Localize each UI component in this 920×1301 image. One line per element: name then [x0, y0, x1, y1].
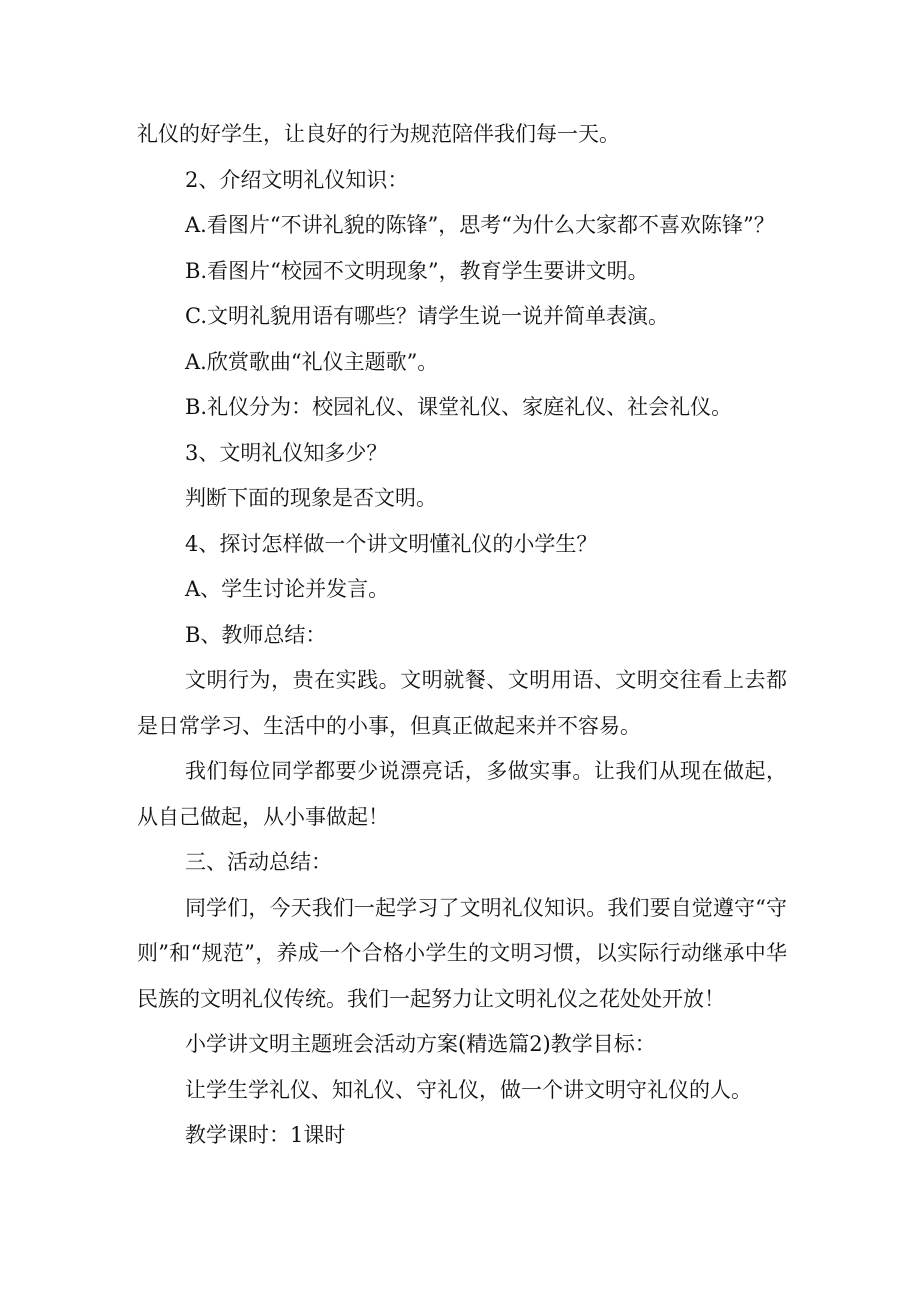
paragraph-teaching-goal: 让学生学礼仪、知礼仪、守礼仪，做一个讲文明守礼仪的人。 [185, 1077, 752, 1102]
paragraph-teaching-hours: 教学课时：1课时 [185, 1123, 346, 1147]
paragraph-summary: 同学们，今天我们一起学习了文明礼仪知识。我们要自觉遵守“守则”和“规范”，养成一个合格小学生的文明习惯，以实际行动继承中华民族的文明礼仪传统。我们一起努力让文明礼仪之花处处开放！ [137, 895, 787, 1011]
paragraph-civilized-behavior: 文明行为，贵在实践。文明就餐、文明用语、文明交往看上去都是日常学习、生活中的小事，但真正做起来并不容易。 [137, 668, 787, 738]
paragraph-plan-title: 小学讲文明主题班会活动方案(精选篇2)教学目标： [185, 1032, 656, 1056]
paragraph-judge: 判断下面的现象是否文明。 [185, 486, 437, 510]
list-item-a-picture: A.看图片“不讲礼貌的陈锋”，思考“为什么大家都不喜欢陈锋”？ [185, 213, 775, 237]
list-item-b-etiquette-types: B.礼仪分为：校园礼仪、课堂礼仪、家庭礼仪、社会礼仪。 [185, 395, 733, 419]
paragraph-start-now: 我们每位同学都要少说漂亮话，多做实事。让我们从现在做起，从自己做起，从小事做起！ [137, 759, 787, 829]
section-heading-2: 2、介绍文明礼仪知识： [185, 167, 409, 192]
section-heading-activity-summary: 三、活动总结： [185, 850, 332, 874]
document-body [137, 112, 787, 1159]
section-heading-3: 3、文明礼仪知多少？ [185, 440, 388, 465]
list-item-b-teacher-summary: B、教师总结： [185, 622, 327, 647]
list-item-a-song: A.欣赏歌曲“礼仪主题歌”。 [185, 349, 439, 374]
section-heading-4: 4、探讨怎样做一个讲文明懂礼仪的小学生？ [185, 531, 598, 556]
list-item-b-picture: B.看图片“校园不文明现象”，教育学生要讲文明。 [185, 258, 649, 283]
list-item-c-polite-words: C.文明礼貌用语有哪些？请学生说一说并简单表演。 [185, 304, 669, 328]
list-item-a-discuss: A、学生讨论并发言。 [185, 577, 390, 601]
paragraph-continuation: 礼仪的好学生，让良好的行为规范陪伴我们每一天。 [137, 122, 620, 146]
